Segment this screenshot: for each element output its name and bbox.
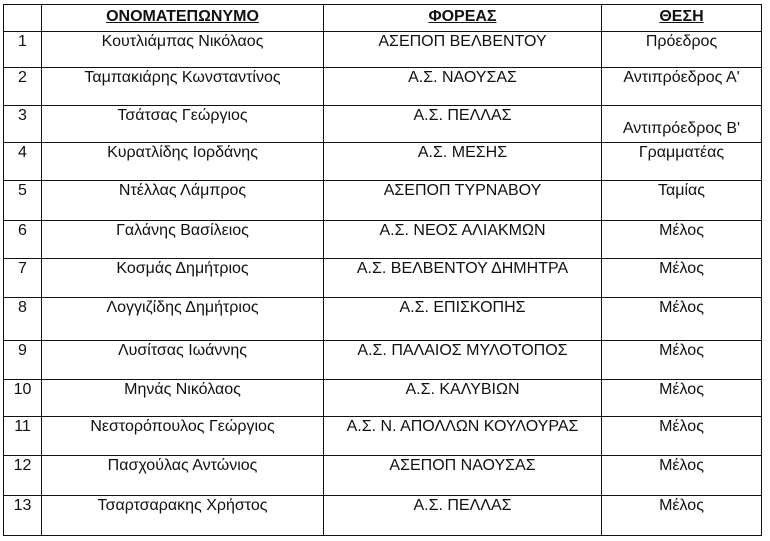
member-organization: ΑΣΕΠΟΠ ΒΕΛΒΕΝΤΟΥ: [324, 32, 602, 68]
header-number: [4, 5, 42, 32]
member-position: Μέλος: [602, 341, 762, 380]
member-name: Μηνάς Νικόλαος: [42, 380, 324, 417]
member-organization: Α.Σ. ΝΑΟΥΣΑΣ: [324, 68, 602, 106]
table-row: [4, 496, 762, 536]
table-row: [4, 143, 762, 181]
table-row: [4, 298, 762, 341]
row-number: 2: [4, 68, 42, 106]
member-organization: Α.Σ. ΠΕΛΛΑΣ: [324, 106, 602, 143]
table-row: [4, 181, 762, 221]
table-row: [4, 221, 762, 259]
table-row: [4, 456, 762, 496]
table-row: [4, 417, 762, 456]
member-position: Ταμίας: [602, 181, 762, 221]
member-name: Λυσίτσας Ιωάννης: [42, 341, 324, 380]
member-name: Γαλάνης Βασίλειος: [42, 221, 324, 259]
member-position: Μέλος: [602, 380, 762, 417]
member-organization: Α.Σ. ΝΕΟΣ ΑΛΙΑΚΜΩΝ: [324, 221, 602, 259]
member-position: Πρόεδρος: [602, 32, 762, 68]
member-organization: Α.Σ. ΕΠΙΣΚΟΠΗΣ: [324, 298, 602, 341]
row-number: 12: [4, 456, 42, 496]
table-row: [4, 259, 762, 298]
member-organization: ΑΣΕΠΟΠ ΝΑΟΥΣΑΣ: [324, 456, 602, 496]
member-name: Τσάτσας Γεώργιος: [42, 106, 324, 143]
row-number: 10: [4, 380, 42, 417]
table-row: [4, 106, 762, 143]
row-number: 8: [4, 298, 42, 341]
member-position: Μέλος: [602, 259, 762, 298]
table-row: [4, 341, 762, 380]
member-organization: ΑΣΕΠΟΠ ΤΥΡΝΑΒΟΥ: [324, 181, 602, 221]
member-name: Τσαρτσαρακης Χρήστος: [42, 496, 324, 536]
member-organization: Α.Σ. ΚΑΛΥΒΙΩΝ: [324, 380, 602, 417]
row-number: 5: [4, 181, 42, 221]
member-organization: Α.Σ. ΒΕΛΒΕΝΤΟΥ ΔΗΜΗΤΡΑ: [324, 259, 602, 298]
member-position: Μέλος: [602, 221, 762, 259]
member-name: Κοσμάς Δημήτριος: [42, 259, 324, 298]
member-name: Λογγιζίδης Δημήτριος: [42, 298, 324, 341]
row-number: 13: [4, 496, 42, 536]
table-row: [4, 68, 762, 106]
member-position: Μέλος: [602, 417, 762, 456]
row-number: 7: [4, 259, 42, 298]
member-position: Μέλος: [602, 496, 762, 536]
member-name: Ντέλλας Λάμπρος: [42, 181, 324, 221]
header-position: ΘΕΣΗ: [602, 5, 762, 32]
board-members-table: [3, 4, 762, 536]
row-number: 9: [4, 341, 42, 380]
member-position: Μέλος: [602, 456, 762, 496]
row-number: 4: [4, 143, 42, 181]
member-name: Ταμπακιάρης Κωνσταντίνος: [42, 68, 324, 106]
row-number: 3: [4, 106, 42, 143]
member-organization: Α.Σ. ΠΑΛΑΙΟΣ ΜΥΛΟΤΟΠΟΣ: [324, 341, 602, 380]
member-name: Νεστορόπουλος Γεώργιος: [42, 417, 324, 456]
member-position: Αντιπρόεδρος Β': [602, 106, 762, 143]
member-organization: Α.Σ. ΜΕΣΗΣ: [324, 143, 602, 181]
member-position: Μέλος: [602, 298, 762, 341]
header-organization: ΦΟΡΕΑΣ: [324, 5, 602, 32]
member-organization: Α.Σ. ΠΕΛΛΑΣ: [324, 496, 602, 536]
member-name: Κυρατλίδης Ιορδάνης: [42, 143, 324, 181]
member-name: Κουτλιάμπας Νικόλαος: [42, 32, 324, 68]
member-position: Γραμματέας: [602, 143, 762, 181]
header-name: ΟΝΟΜΑΤΕΠΩΝΥΜΟ: [42, 5, 324, 32]
table-row: [4, 380, 762, 417]
table-header-row: [4, 5, 762, 32]
member-position: Αντιπρόεδρος Α': [602, 68, 762, 106]
row-number: 1: [4, 32, 42, 68]
member-name: Πασχούλας Αντώνιος: [42, 456, 324, 496]
row-number: 6: [4, 221, 42, 259]
table-row: [4, 32, 762, 68]
row-number: 11: [4, 417, 42, 456]
member-organization: Α.Σ. Ν. ΑΠΟΛΛΩΝ ΚΟΥΛΟΥΡΑΣ: [324, 417, 602, 456]
